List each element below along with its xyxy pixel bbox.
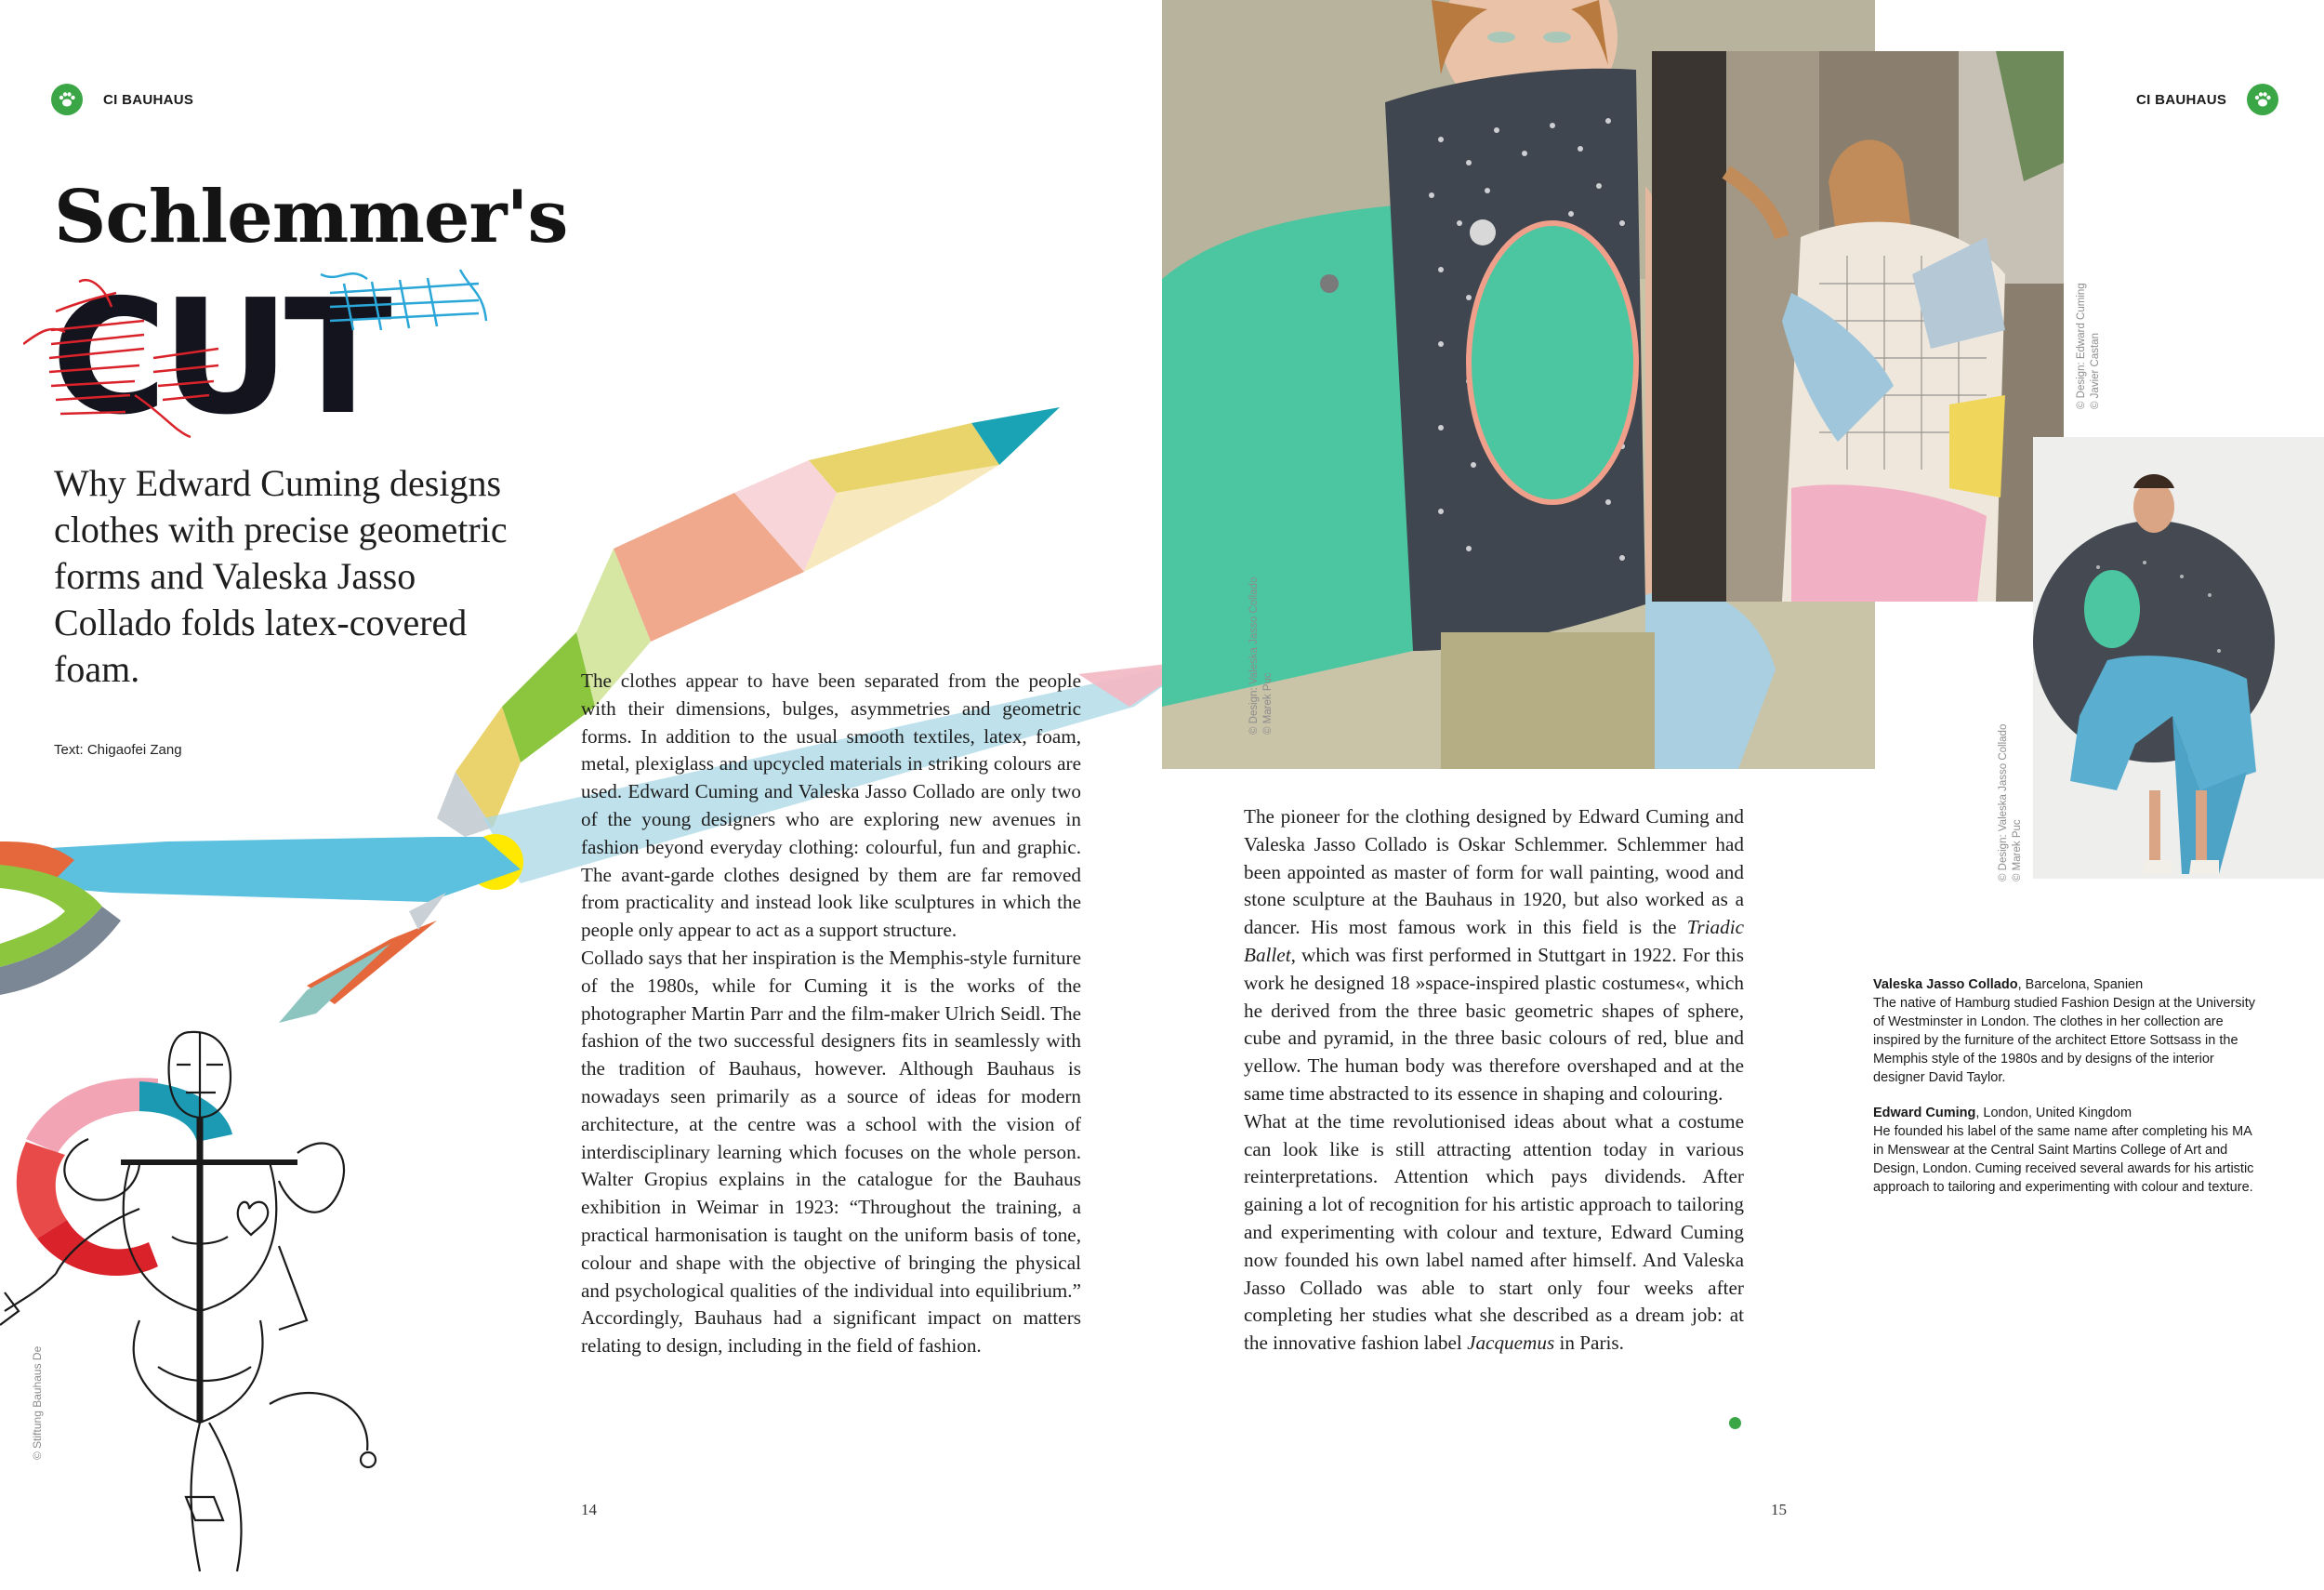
cut-title-text: CUT [51,266,387,442]
photo-cuming [1652,51,2064,602]
cut-title-art [23,256,488,442]
page-number-left: 14 [581,1501,597,1518]
body-paragraph: Collado says that her inspiration is the Memphis-style furniture of the 1980s, while for Cuming it is the works of the photographer Martin Parr and the film-maker Ulrich Seidl. The fashion of the two successful designers fits in seamlessly with the tradition of Bauhaus, however. Although Bauhaus is nowadays seen primarily as a source of ideas for modern architecture, at the centre was a school with the vision of interdisciplinary learning which focuses on the whole person. Walter Gropius explains in the catalogue for the Bauhaus exhibition in Weimar in 1923: “Throughout the training, a practical harmonisation is taught on the uniform basis of tone, colour and shape with the objective of bringing the physical and psychological qualities of the individual into equilibrium.” Accordingly, Bauhaus had a significant impact on matters relating to design, including in the field of fashion. [581,946,1081,1358]
end-mark-dot [1729,1417,1741,1429]
body-paragraph: The pioneer for the clothing designed by Edward Cuming and Valeska Jasso Collado is Oskar Schlemmer. Schlemmer had been appointed as master of form for wall painting, wood and stone sculpture at the Bauhaus in 1920, but also worked as a dancer. His most famous work in this field is the Triadic Ballet, which was first performed in Stuttgart in 1922. For this work he designed 18 »space-inspired plastic costumes«, which he derived from the three basic geometric shapes of sphere, cube and pyramid, in the three basic colours of red, blue and yellow. The human body was therefore overshaped and at the same time abstracted to its essence in shaping and colouring. [1244,805,1744,1105]
bio-name: Valeska Jasso Collado [1873,977,2018,992]
photo-credit: © Design: Valeska Jasso Collado © Marek Puc [1998,723,2023,881]
italic-title: Triadic Ballet [1244,916,1744,966]
section-tag-left [51,84,193,115]
page-number-right: 15 [1771,1501,1787,1518]
photo-credit: © Design: Valeska Jasso Collado © Marek Puc [1248,576,1274,735]
bio-name: Edward Cuming [1873,1106,1976,1120]
schlemmer-figure-drawing [0,1014,446,1590]
photo-collado-side [2033,437,2324,879]
body-paragraph: What at the time revolutionised ideas about what a costume can look like is still attracting attention today in various reinterpretations. Attention which pays dividends. After gaining a lot of recognition for his artistic approach to tailoring and experimenting with colour and texture, Edward Cuming now founded his own label named after himself. And Valeska Jasso Collado was able to start only four weeks after completing her studies what she described as a dream job: at the innovative fashion label Jacquemus in Paris. [1244,1109,1744,1355]
body-paragraph: The clothes appear to have been separated from the people with their dimensions, bulges, asymmetries and geometric forms. In addition to the usual smooth textiles, latex, foam, metal, plexiglass and upcycled materials in striking colours are used. Edward Cuming and Valeska Jasso Collado are only two of the young designers who are exploring new avenues in fashion beyond everyday clothing: colourful, fun and graphic. The avant-garde clothes designed by them are far removed from practicality and instead look like sculptures in which the people only appear to act as a support structure. [581,669,1081,942]
paw-icon [2247,84,2278,115]
italic-title: Jacquemus [1467,1332,1555,1355]
bio-text: The native of Hamburg studied Fashion Design at the University of Westminster in London. The clothes in her collection are inspired by the furniture of the architect Ettore Sottsass in the Memphis style of the 1980s and by designs of the interior designer David Taylor. [1873,996,2256,1085]
byline: Text: Chigaofei Zang [54,742,182,758]
paw-icon [51,84,83,115]
section-tag-label: CI BAUHAUS [2136,91,2227,108]
figure-credit-left: © Stiftung Bauhaus De [31,1345,44,1460]
article-title: Schlemmer's [54,175,568,259]
article-subtitle: Why Edward Cuming designs clothes with precise geometric forms and Valeska Jasso Collado folds latex-covered foam. [54,462,508,690]
body-column-1 [581,668,1081,1360]
body-column-2 [1244,803,1744,1358]
photo-credit: © Design: Edward Cuming © Javier Castan [2076,283,2101,409]
section-tag-label: CI BAUHAUS [103,91,194,108]
section-tag-right [2136,84,2278,115]
bio-collado: Valeska Jasso Collado, Barcelona, Spanien The native of Hamburg studied Fashion Design at the University of Westminster in London. The clothes in her collection are inspired by the furniture of the architect Ettore Sottsass in the Memphis style of the 1980s and by designs of the interior designer David Taylor. [1873,975,2264,1087]
bio-cuming: Edward Cuming, London, United Kingdom He founded his label of the same name after completing his MA in Menswear at the Central Saint Martins College of Art and Design, London. Cuming received several awards for his artistic approach to tailoring and experimenting with colour and texture. [1873,1104,2264,1197]
bio-text: He founded his label of the same name after completing his MA in Menswear at the Central Saint Martins College of Art and Design, London. Cuming received several awards for his artistic approach to tailoring and experimenting with colour and texture. [1873,1124,2254,1195]
